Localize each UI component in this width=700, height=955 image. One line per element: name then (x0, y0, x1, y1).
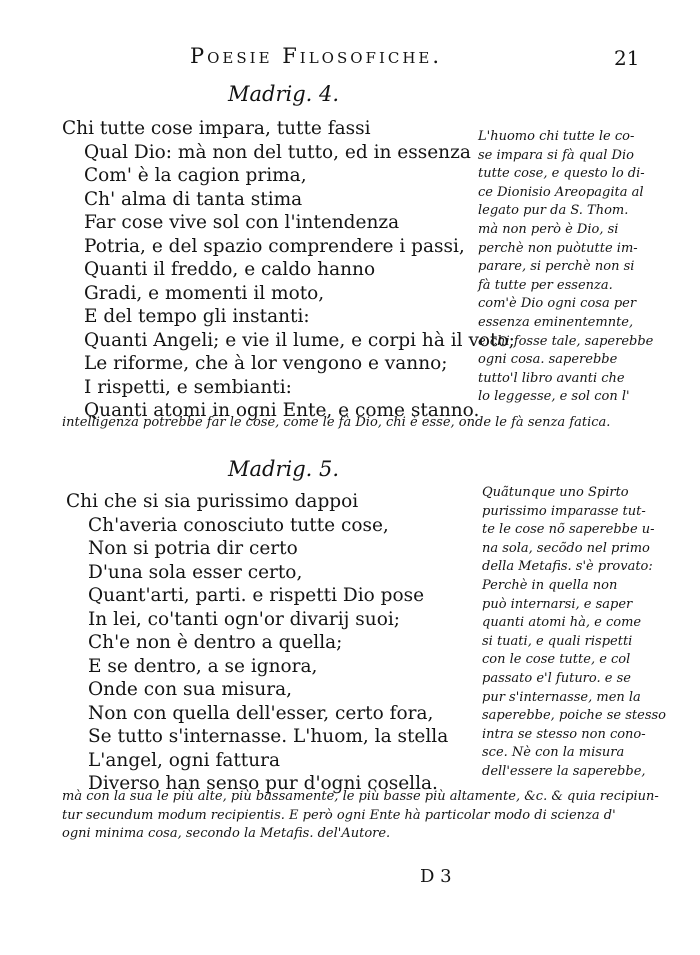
gloss-line: può internarsi, e saper (482, 596, 633, 612)
verse-line: Le riforme, che à lor vengono e vanno; (84, 353, 448, 374)
gloss-line: essenza eminentemnte, (478, 314, 634, 330)
madrigal-5-verses (66, 490, 448, 796)
gloss-line: L'huomo chi tutte le co- (478, 129, 635, 144)
verse-line: D'una sola esser certo, (88, 561, 303, 583)
gloss-line: purissimo imparasse tut- (482, 503, 646, 519)
gloss-line: na sola, secõdo nel primo (482, 540, 650, 556)
verse-line: Ch' alma di tanta stima (84, 188, 303, 210)
verse-line: Ch'e non è dentro a quella; (88, 632, 343, 653)
verse-line: Quanti il freddo, e caldo hanno (84, 259, 376, 280)
gloss-line: lo leggesse, e sol con l' (478, 389, 630, 405)
madrigal-5-gloss-continuation (62, 788, 659, 844)
signature-mark: D 3 (420, 866, 452, 887)
gloss-line: se impara si fà qual Dio (478, 147, 634, 163)
gloss-line: dell'essere la saperebbe, (482, 763, 646, 779)
gloss-line: passato e'l futuro. e se (482, 670, 631, 686)
gloss-line: con le cose tutte, e col (482, 652, 631, 668)
gloss-line: Quãtunque uno Spirto (482, 485, 629, 500)
gloss-line: legato pur da S. Thom. (478, 203, 629, 219)
verse-line: Ch'averia conosciuto tutte cose, (88, 514, 389, 536)
gloss-line: e chi fosse tale, saperebbe (478, 333, 654, 349)
madrigal-4-verses (62, 117, 515, 423)
verse-line: Com' è la cagion prima, (84, 165, 307, 186)
gloss-line: quanti atomi hà, e come (482, 615, 642, 631)
gloss-line: mà con la sua le più alte, più bassamente, le più basse più altamente, &c. & quia recipiun- (62, 789, 659, 804)
verse-line: Onde con sua misura, (88, 679, 292, 700)
gloss-line: tur secundum modum recipientis. E però ogni Ente hà particolar modo di scienza d' (62, 807, 616, 823)
verse-line: Far cose vive sol con l'intendenza (84, 212, 400, 233)
gloss-line: tutte cose, e questo lo di- (478, 166, 645, 182)
madrigal-4-title: Madrig. 4. (228, 82, 340, 106)
verse-line: Qual Dio: mà non del tutto, ed in essenza (84, 141, 471, 163)
verse-line: Gradi, e momenti il moto, (84, 282, 325, 304)
page-header (190, 44, 640, 74)
madrigal-4-marginal-gloss (478, 128, 653, 407)
gloss-line: ce Dionisio Areopagita al (478, 184, 644, 200)
verse-line: I rispetti, e sembianti: (84, 376, 292, 398)
gloss-line: della Metafis. s'è provato: (482, 559, 653, 575)
gloss-line: perchè non puòtutte im- (478, 240, 638, 256)
verse-line: E se dentro, a se ignora, (88, 655, 318, 677)
gloss-line: te le cose nõ saperebbe u- (482, 522, 655, 538)
verse-line: Potria, e del spazio comprendere i passi, (84, 235, 465, 257)
gloss-line: si tuati, e quali rispetti (482, 633, 633, 649)
gloss-line: parare, si perchè non si (478, 259, 635, 275)
running-title: Poesie Filosofiche. (190, 44, 443, 68)
verse-line: E del tempo gli instanti: (84, 306, 310, 327)
page-number: 21 (614, 46, 640, 70)
gloss-line: saperebbe, poiche se stesso (482, 708, 666, 724)
gloss-line: intra se stesso non cono- (482, 726, 646, 742)
verse-line: Chi tutte cose impara, tutte fassi (62, 118, 371, 139)
madrigal-4-gloss-continuation (62, 414, 610, 433)
verse-line: Quant'arti, parti. e rispetti Dio pose (88, 585, 425, 606)
verse-line: Diverso han senso pur d'ogni cosella. (88, 773, 438, 794)
verse-line: Quanti atomi in ogni Ente, e come stanno. (84, 400, 480, 421)
gloss-line: ogni cosa. saperebbe (478, 352, 618, 368)
verse-line: In lei, co'tanti ogn'or divarij suoi; (88, 608, 400, 630)
verse-line: Quanti Angeli; e vie il lume, e corpi hà il voto; (84, 329, 515, 351)
madrigal-5-title: Madrig. 5. (228, 457, 340, 481)
verse-line: Chi che si sia purissimo dappoi (66, 491, 359, 512)
gloss-line: tutto'l libro avanti che (478, 370, 625, 386)
verse-line: Non con quella dell'esser, certo fora, (88, 702, 434, 724)
gloss-line: Perchè in quella non (482, 577, 618, 593)
verse-line: Non si potria dir certo (88, 538, 298, 559)
gloss-line: com'è Dio ogni cosa per (478, 296, 637, 312)
gloss-line: pur s'internasse, men la (482, 689, 641, 705)
gloss-line: mà non però è Dio, si (478, 221, 619, 237)
gloss-line: fà tutte per essenza. (478, 277, 613, 293)
gloss-line: sce. Nè con la misura (482, 745, 625, 761)
gloss-line: intelligenza potrebbe far le cose, come le fà Dio, chi è esse, onde le fà senza fatica. (62, 415, 611, 430)
madrigal-5-marginal-gloss (482, 484, 666, 782)
gloss-line: ogni minima cosa, secondo la Metafis. del'Autore. (62, 826, 391, 842)
verse-line: Se tutto s'internasse. L'huom, la stella (88, 726, 449, 747)
verse-line: L'angel, ogni fattura (88, 749, 281, 771)
